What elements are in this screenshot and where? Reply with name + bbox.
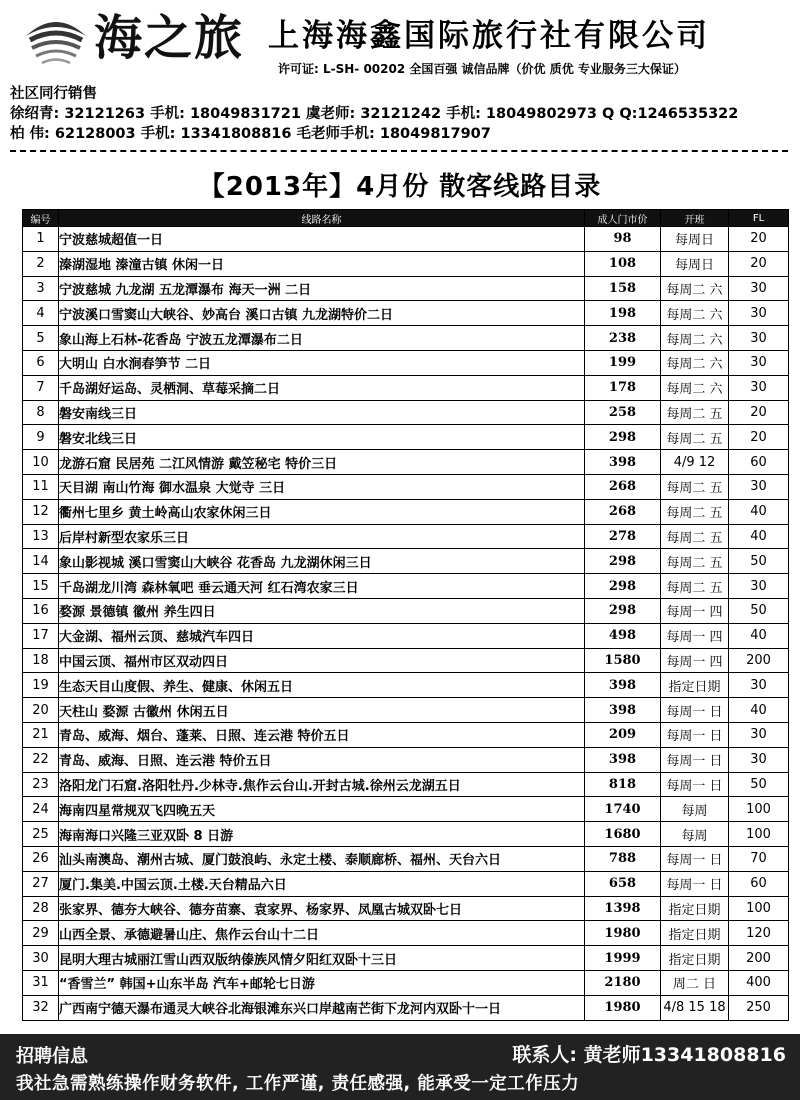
- route-price: 2180: [585, 970, 661, 995]
- route-name: 婺源 景德镇 徽州 养生四日: [59, 598, 585, 623]
- route-fl: 30: [729, 276, 789, 301]
- route-number: 14: [23, 549, 59, 574]
- route-schedule: 每周一 日: [661, 846, 729, 871]
- route-schedule: 每周二 五: [661, 400, 729, 425]
- route-number: 15: [23, 574, 59, 599]
- route-schedule: 指定日期: [661, 673, 729, 698]
- route-schedule: 每周二 五: [661, 549, 729, 574]
- company-logo-icon: [22, 10, 90, 68]
- route-price: 1680: [585, 822, 661, 847]
- route-name: 宁波慈城 九龙湖 五龙潭瀑布 海天一洲 二日: [59, 276, 585, 301]
- route-name: 张家界、德夯大峡谷、德夯苗寨、袁家界、杨家界、凤凰古城双卧七日: [59, 896, 585, 921]
- route-schedule: 每周一 日: [661, 772, 729, 797]
- route-schedule: 每周一 日: [661, 747, 729, 772]
- route-fl: 20: [729, 227, 789, 252]
- route-price: 398: [585, 450, 661, 475]
- divider: [10, 150, 788, 152]
- route-fl: 250: [729, 995, 789, 1020]
- table-row: [23, 474, 789, 499]
- route-fl: 50: [729, 772, 789, 797]
- route-fl: 400: [729, 970, 789, 995]
- route-schedule: 每周一 日: [661, 698, 729, 723]
- route-schedule: 每周二 五: [661, 425, 729, 450]
- route-price: 498: [585, 623, 661, 648]
- route-number: 29: [23, 921, 59, 946]
- route-number: 10: [23, 450, 59, 475]
- route-schedule: 每周二 六: [661, 301, 729, 326]
- col-header-route: 线路名称: [59, 210, 585, 227]
- route-number: 17: [23, 623, 59, 648]
- route-number: 30: [23, 946, 59, 971]
- route-schedule: 每周二 五: [661, 574, 729, 599]
- route-name: 后岸村新型农家乐三日: [59, 524, 585, 549]
- table-row: [23, 921, 789, 946]
- route-name: 千岛湖龙川湾 森林氧吧 垂云通天河 红石湾农家三日: [59, 574, 585, 599]
- route-name: 厦门.集美.中国云顶.土楼.天台精品六日: [59, 871, 585, 896]
- route-number: 24: [23, 797, 59, 822]
- route-fl: 40: [729, 524, 789, 549]
- table-row: [23, 995, 789, 1020]
- route-price: 108: [585, 251, 661, 276]
- route-name: 衢州七里乡 黄土岭高山农家休闲三日: [59, 499, 585, 524]
- route-fl: 20: [729, 425, 789, 450]
- table-row: [23, 598, 789, 623]
- route-fl: 40: [729, 623, 789, 648]
- route-fl: 30: [729, 375, 789, 400]
- route-fl: 200: [729, 946, 789, 971]
- route-fl: 40: [729, 698, 789, 723]
- page-title: 【2013年】4月份 散客线路目录: [198, 172, 602, 202]
- footer-contact: 联系人: 黄老师13341808816: [512, 1044, 786, 1066]
- route-number: 12: [23, 499, 59, 524]
- route-price: 398: [585, 747, 661, 772]
- table-row: [23, 846, 789, 871]
- route-name: 生态天目山度假、养生、健康、休闲五日: [59, 673, 585, 698]
- route-name: 千岛湖好运岛、灵栖洞、草莓采摘二日: [59, 375, 585, 400]
- table-row: [23, 375, 789, 400]
- route-price: 298: [585, 549, 661, 574]
- route-fl: 30: [729, 301, 789, 326]
- route-schedule: 每周二 五: [661, 499, 729, 524]
- route-number: 26: [23, 846, 59, 871]
- footer: [0, 1034, 800, 1100]
- route-price: 298: [585, 425, 661, 450]
- table-row: [23, 772, 789, 797]
- route-schedule: 指定日期: [661, 896, 729, 921]
- route-price: 1980: [585, 995, 661, 1020]
- route-name: 海南海口兴隆三亚双卧 8 日游: [59, 822, 585, 847]
- route-number: 22: [23, 747, 59, 772]
- table-row: [23, 350, 789, 375]
- table-row: [23, 722, 789, 747]
- route-fl: 30: [729, 673, 789, 698]
- route-number: 4: [23, 301, 59, 326]
- route-price: 658: [585, 871, 661, 896]
- route-number: 5: [23, 326, 59, 351]
- table-row: [23, 400, 789, 425]
- route-number: 8: [23, 400, 59, 425]
- route-name: 汕头南澳岛、潮州古城、厦门鼓浪屿、永定土楼、泰顺廊桥、福州、天台六日: [59, 846, 585, 871]
- route-price: 398: [585, 698, 661, 723]
- route-name: 中国云顶、福州市区双动四日: [59, 648, 585, 673]
- route-number: 25: [23, 822, 59, 847]
- route-name: 青岛、威海、日照、连云港 特价五日: [59, 747, 585, 772]
- route-fl: 100: [729, 896, 789, 921]
- table-row: [23, 549, 789, 574]
- route-name: “香雪兰” 韩国+山东半岛 汽车+邮轮七日游: [59, 970, 585, 995]
- route-fl: 70: [729, 846, 789, 871]
- route-name: 洛阳龙门石窟.洛阳牡丹.少林寺.焦作云台山.开封古城.徐州云龙湖五日: [59, 772, 585, 797]
- route-schedule: 每周一 日: [661, 722, 729, 747]
- route-number: 28: [23, 896, 59, 921]
- table-row: [23, 326, 789, 351]
- route-number: 18: [23, 648, 59, 673]
- route-price: 158: [585, 276, 661, 301]
- route-table: [22, 209, 789, 1021]
- table-row: [23, 871, 789, 896]
- route-fl: 30: [729, 326, 789, 351]
- route-number: 3: [23, 276, 59, 301]
- table-row: [23, 524, 789, 549]
- route-fl: 60: [729, 871, 789, 896]
- route-fl: 50: [729, 549, 789, 574]
- route-name: 象山海上石林-花香岛 宁波五龙潭瀑布二日: [59, 326, 585, 351]
- route-schedule: 每周二 六: [661, 350, 729, 375]
- table-row: [23, 227, 789, 252]
- route-fl: 200: [729, 648, 789, 673]
- company-name: 上海海鑫国际旅行社有限公司: [268, 18, 710, 54]
- route-fl: 120: [729, 921, 789, 946]
- col-header-number: 编号: [23, 210, 59, 227]
- route-schedule: 每周二 六: [661, 326, 729, 351]
- route-fl: 100: [729, 797, 789, 822]
- table-row: [23, 425, 789, 450]
- hiring-description: 我社急需熟练操作财务软件, 工作严谨, 责任感强, 能承受一定工作压力: [16, 1074, 580, 1094]
- route-name: 天目湖 南山竹海 御水温泉 大觉寺 三日: [59, 474, 585, 499]
- route-schedule: 每周一 日: [661, 871, 729, 896]
- route-schedule: 4/9 12: [661, 450, 729, 475]
- route-fl: 30: [729, 747, 789, 772]
- route-name: 溱湖湿地 溱潼古镇 休闲一日: [59, 251, 585, 276]
- route-schedule: 每周日: [661, 251, 729, 276]
- table-row: [23, 574, 789, 599]
- route-number: 6: [23, 350, 59, 375]
- contact-block: [10, 84, 800, 144]
- col-header-price: 成人门市价: [585, 210, 661, 227]
- route-number: 7: [23, 375, 59, 400]
- header: [0, 0, 800, 80]
- route-fl: 50: [729, 598, 789, 623]
- route-fl: 20: [729, 400, 789, 425]
- route-fl: 30: [729, 574, 789, 599]
- route-price: 1980: [585, 921, 661, 946]
- table-row: [23, 251, 789, 276]
- route-schedule: 每周二 六: [661, 375, 729, 400]
- route-schedule: 每周: [661, 822, 729, 847]
- route-fl: 30: [729, 350, 789, 375]
- route-price: 298: [585, 574, 661, 599]
- table-row: [23, 648, 789, 673]
- route-number: 2: [23, 251, 59, 276]
- route-number: 16: [23, 598, 59, 623]
- route-price: 268: [585, 499, 661, 524]
- route-price: 1999: [585, 946, 661, 971]
- route-schedule: 每周二 五: [661, 524, 729, 549]
- table-row: [23, 896, 789, 921]
- route-name: 大金湖、福州云顶、慈城汽车四日: [59, 623, 585, 648]
- col-header-schedule: 开班: [661, 210, 729, 227]
- route-schedule: 4/8 15 18: [661, 995, 729, 1020]
- route-price: 1398: [585, 896, 661, 921]
- route-name: 青岛、威海、烟台、蓬莱、日照、连云港 特价五日: [59, 722, 585, 747]
- table-header-row: [23, 210, 789, 227]
- col-header-fl: FL: [729, 210, 789, 227]
- route-name: 广西南宁德天瀑布通灵大峡谷北海银滩东兴口岸越南芒街下龙河内双卧十一日: [59, 995, 585, 1020]
- route-price: 198: [585, 301, 661, 326]
- table-row: [23, 623, 789, 648]
- route-number: 27: [23, 871, 59, 896]
- contact-line-2: 柏 伟: 62128003 手机: 13341808816 毛老师手机: 18049817907: [10, 126, 491, 142]
- route-price: 398: [585, 673, 661, 698]
- route-price: 1580: [585, 648, 661, 673]
- table-row: [23, 499, 789, 524]
- contact-line-1: 徐绍青: 32121263 手机: 18049831721 虞老师: 32121242 手机: 18049802973 Q Q:1246535322: [10, 106, 739, 122]
- license-info: 许可证: L-SH- 00202 全国百强 诚信品牌（价优 质优 专业服务三大保证）: [278, 62, 686, 76]
- table-row: [23, 673, 789, 698]
- route-schedule: 周二 日: [661, 970, 729, 995]
- table-row: [23, 822, 789, 847]
- route-price: 178: [585, 375, 661, 400]
- route-number: 21: [23, 722, 59, 747]
- route-name: 磐安南线三日: [59, 400, 585, 425]
- route-number: 13: [23, 524, 59, 549]
- route-price: 278: [585, 524, 661, 549]
- table-row: [23, 450, 789, 475]
- route-name: 山西全景、承德避暑山庄、焦作云台山十二日: [59, 921, 585, 946]
- table-row: [23, 276, 789, 301]
- route-schedule: 每周一 四: [661, 598, 729, 623]
- route-price: 199: [585, 350, 661, 375]
- contact-label: 社区同行销售: [10, 86, 97, 102]
- table-row: [23, 946, 789, 971]
- route-schedule: 每周: [661, 797, 729, 822]
- route-price: 788: [585, 846, 661, 871]
- route-price: 209: [585, 722, 661, 747]
- route-price: 1740: [585, 797, 661, 822]
- route-name: 宁波溪口雪窦山大峡谷、妙高台 溪口古镇 九龙湖特价二日: [59, 301, 585, 326]
- route-schedule: 指定日期: [661, 946, 729, 971]
- table-row: [23, 698, 789, 723]
- route-fl: 60: [729, 450, 789, 475]
- route-number: 32: [23, 995, 59, 1020]
- route-schedule: 指定日期: [661, 921, 729, 946]
- route-price: 818: [585, 772, 661, 797]
- route-fl: 30: [729, 474, 789, 499]
- route-fl: 30: [729, 722, 789, 747]
- route-number: 31: [23, 970, 59, 995]
- route-number: 20: [23, 698, 59, 723]
- route-fl: 20: [729, 251, 789, 276]
- table-row: [23, 747, 789, 772]
- hiring-title: 招聘信息: [16, 1046, 88, 1067]
- route-schedule: 每周二 六: [661, 276, 729, 301]
- route-price: 98: [585, 227, 661, 252]
- route-name: 象山影视城 溪口雪窦山大峡谷 花香岛 九龙湖休闲三日: [59, 549, 585, 574]
- route-name: 海南四星常规双飞四晚五天: [59, 797, 585, 822]
- route-name: 昆明大理古城丽江雪山西双版纳傣族风情夕阳红双卧十三日: [59, 946, 585, 971]
- route-name: 大明山 白水涧春笋节 二日: [59, 350, 585, 375]
- route-price: 268: [585, 474, 661, 499]
- route-name: 宁波慈城超值一日: [59, 227, 585, 252]
- route-schedule: 每周一 四: [661, 648, 729, 673]
- route-name: 磐安北线三日: [59, 425, 585, 450]
- route-name: 天柱山 婺源 古徽州 休闲五日: [59, 698, 585, 723]
- route-number: 1: [23, 227, 59, 252]
- route-schedule: 每周二 五: [661, 474, 729, 499]
- route-schedule: 每周一 四: [661, 623, 729, 648]
- route-number: 11: [23, 474, 59, 499]
- route-fl: 40: [729, 499, 789, 524]
- logo-text: 海之旅: [94, 10, 245, 66]
- route-number: 9: [23, 425, 59, 450]
- table-row: [23, 301, 789, 326]
- route-price: 238: [585, 326, 661, 351]
- route-fl: 100: [729, 822, 789, 847]
- route-price: 258: [585, 400, 661, 425]
- table-row: [23, 970, 789, 995]
- route-price: 298: [585, 598, 661, 623]
- route-schedule: 每周日: [661, 227, 729, 252]
- route-number: 23: [23, 772, 59, 797]
- route-number: 19: [23, 673, 59, 698]
- table-row: [23, 797, 789, 822]
- route-name: 龙游石窟 民居苑 二江风情游 戴笠秘宅 特价三日: [59, 450, 585, 475]
